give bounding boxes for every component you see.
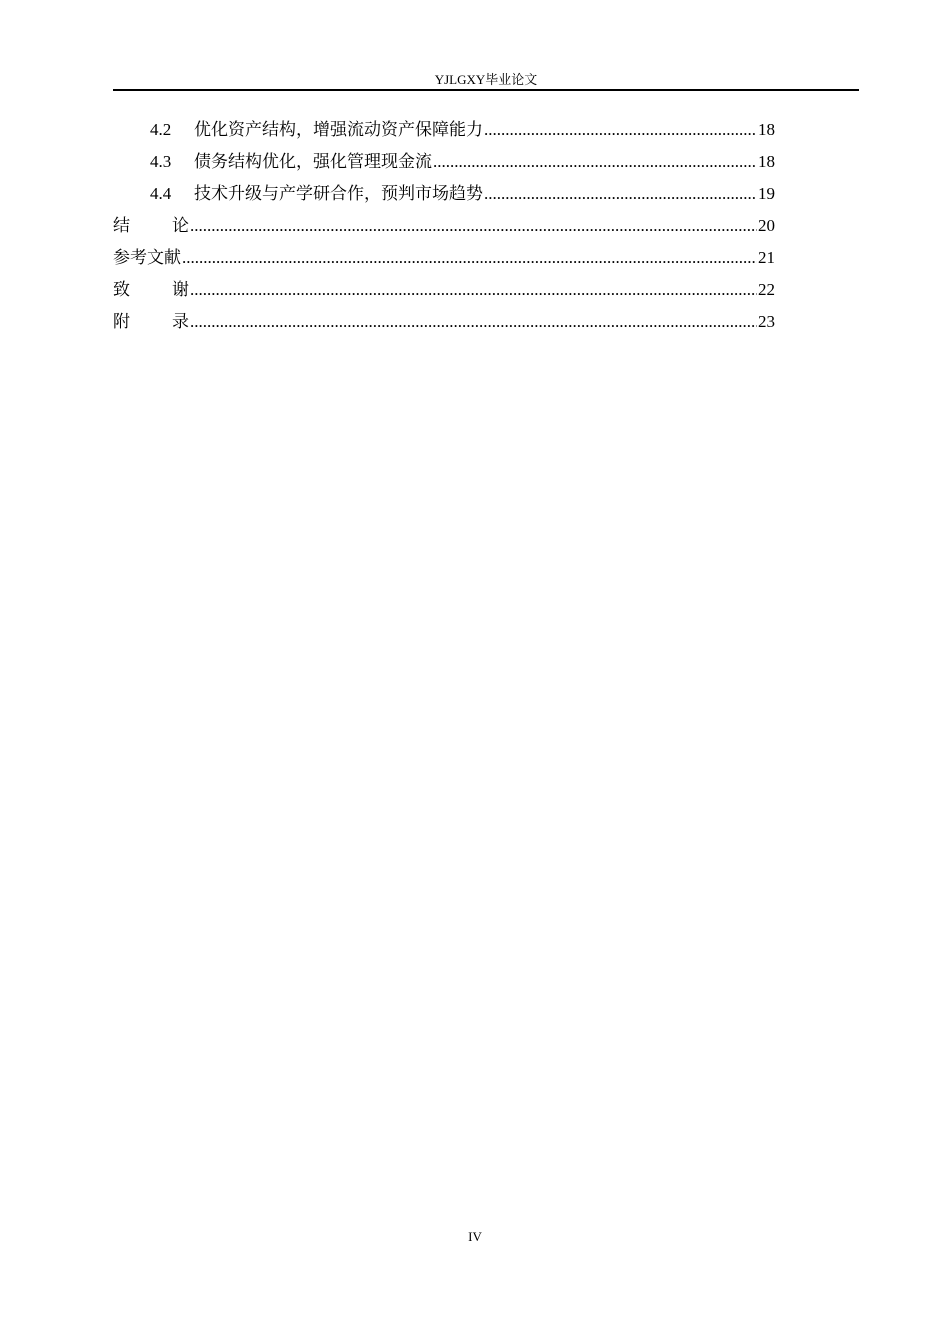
toc-dot-leader: [190, 276, 757, 304]
toc-title-char: 结: [113, 216, 130, 235]
toc-entry-page: 18: [758, 120, 775, 139]
table-of-contents: [113, 116, 775, 340]
header-rule: [113, 89, 859, 91]
toc-title-char: 附: [113, 312, 130, 331]
toc-dot-leader: [190, 308, 757, 336]
toc-entry-number: 4.2: [150, 120, 172, 139]
toc-entry-title: 优化资产结构，增强流动资产保障能力: [194, 120, 483, 139]
toc-title-char: 录: [172, 312, 189, 331]
toc-entry-title: 参考文献: [113, 248, 181, 267]
toc-entry-references[interactable]: [113, 244, 775, 276]
toc-entry-number: 4.3: [150, 152, 172, 171]
toc-entry-page: 18: [758, 152, 775, 171]
toc-entry-acknowledgements[interactable]: [113, 276, 775, 308]
toc-entry-title: 技术升级与产学研合作，预判市场趋势: [194, 184, 483, 203]
toc-entry-title: [113, 308, 189, 336]
toc-entry-page: 23: [758, 312, 775, 331]
toc-entry-page: 22: [758, 280, 775, 299]
toc-entry-title: 债务结构优化，强化管理现金流: [194, 152, 432, 171]
toc-dot-leader: [190, 212, 757, 240]
toc-entry-conclusion[interactable]: [113, 212, 775, 244]
toc-entry-4-3[interactable]: [113, 148, 775, 180]
toc-title-char: 谢: [172, 280, 189, 299]
toc-entry-4-2[interactable]: [113, 116, 775, 148]
toc-entry-title: [113, 276, 189, 304]
toc-title-char: 论: [172, 216, 189, 235]
toc-entry-number: 4.4: [150, 184, 172, 203]
toc-entry-4-4[interactable]: [113, 180, 775, 212]
toc-dot-leader: [484, 116, 757, 144]
toc-entry-page: 20: [758, 216, 775, 235]
toc-entry-page: 21: [758, 248, 775, 267]
page-number: IV: [468, 1229, 482, 1244]
toc-entry-appendix[interactable]: [113, 308, 775, 340]
toc-title-char: 致: [113, 280, 130, 299]
toc-dot-leader: [484, 180, 757, 208]
running-header: YJLGXY毕业论文: [434, 72, 538, 87]
toc-entry-title: [113, 212, 189, 240]
toc-dot-leader: [182, 244, 757, 272]
toc-dot-leader: [433, 148, 757, 176]
toc-entry-page: 19: [758, 184, 775, 203]
